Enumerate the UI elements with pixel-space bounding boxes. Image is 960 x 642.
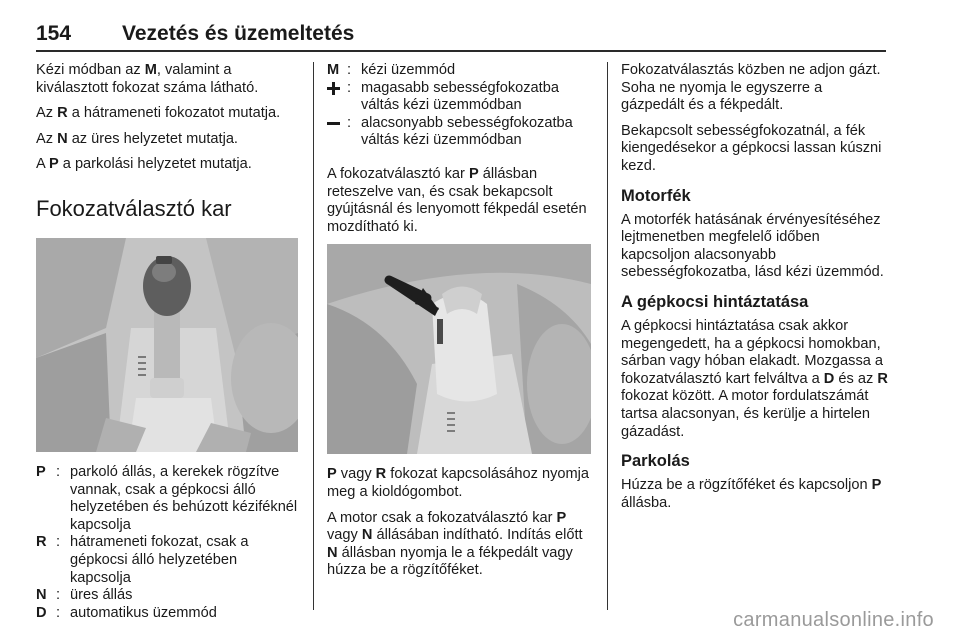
parking-paragraph: Húzza be a rögzítőféket és kapcsoljon P állásba. (621, 477, 882, 511)
column-2 (327, 62, 593, 588)
section-title: Fokozatválasztó kar (36, 195, 232, 221)
page-title: Vezetés és üzemeltetés (122, 22, 355, 45)
gear-selector-photo (36, 238, 298, 452)
page-number: 154 (36, 22, 72, 45)
watermark: carmanualsonline.info (733, 609, 934, 631)
engine-brake-heading: Motorfék (621, 186, 691, 205)
creep-paragraph: Bekapcsolt sebességfokozatnál, a fék kiengedésekor a gépkocsi lassan kúszni kezd. (621, 122, 882, 174)
release-paragraph: P vagy R fokozat kapcsolásához nyomja meg a kioldógombot. (327, 466, 590, 500)
lock-button-photo (327, 244, 591, 454)
manual-mode-legend (327, 62, 593, 150)
page-header (36, 22, 886, 50)
gear-legend (36, 464, 301, 622)
engine-brake-paragraph: A motorfék hatásának érvényesítéséhez lejtmenetben megfelelő időben kapcsoljon alacsonyabb sebességfokozatba, lásd kézi üzemmód. (621, 211, 884, 281)
legend-item-m: M : kézi üzemmód (327, 62, 456, 78)
start-paragraph: A motor csak a fokozatválasztó kar P vagy N állásában indítható. Indítás előtt N állásban nyomja le a fékpedált vagy húzza be a rögzítőféket. (327, 509, 583, 579)
column-3 (621, 62, 889, 520)
lock-button-illustration (327, 244, 591, 454)
plus-icon (327, 82, 340, 95)
column-divider-2 (607, 62, 608, 610)
intro-paragraph-4: A P a parkolási helyzetet mutatja. (36, 156, 252, 173)
minus-icon (327, 117, 340, 130)
header-rule (36, 50, 886, 52)
rocking-heading: A gépkocsi hintáztatása (621, 292, 809, 311)
intro-paragraph-3: Az N az üres helyzetet mutatja. (36, 130, 238, 147)
column-1 (36, 62, 301, 630)
legend-item-p: P : parkoló állás, a kerekek rögzítve vannak, csak a gépkocsi álló helyzetében és behúzott kéziféknél kapcsolja (36, 463, 298, 533)
intro-paragraph-2: Az R a hátrameneti fokozatot mutatja. (36, 105, 281, 122)
gear-selector-illustration (36, 238, 298, 452)
rocking-paragraph: A gépkocsi hintáztatása csak akkor megengedett, ha a gépkocsi homokban, sárban vagy hóban elakadt. Mozgassa a fokozatválasztó kart felváltva a D és az R fokozat között. A motor fordulatszámát tartsa alacsonyan, és kerülje a hirtelen gázadást. (621, 317, 888, 440)
parking-heading: Parkolás (621, 452, 690, 471)
legend-item-d: D : automatikus üzemmód (36, 604, 217, 621)
legend-item-plus: : magasabb sebességfokozatba váltás kézi üzemmódban (327, 80, 593, 115)
legend-item-minus: : alacsonyabb sebességfokozatba váltás kézi üzemmódban (327, 115, 593, 150)
legend-item-r: R : hátrameneti fokozat, csak a gépkocsi álló helyzetében kapcsolja (36, 534, 249, 586)
column-divider-1 (313, 62, 314, 610)
accelerator-paragraph: Fokozatválasztás közben ne adjon gázt. Soha ne nyomja le egyszerre a gázpedált és a fékpedált. (621, 62, 881, 114)
lock-paragraph: A fokozatválasztó kar P állásban reteszelve van, és csak bekapcsolt gyújtásnál és lenyomott fékpedál esetén mozdítható ki. (327, 165, 587, 235)
intro-paragraph-1: Kézi módban az M, valamint a kiválasztott fokozat száma látható. (36, 62, 259, 96)
legend-item-n: N : üres állás (36, 587, 133, 604)
